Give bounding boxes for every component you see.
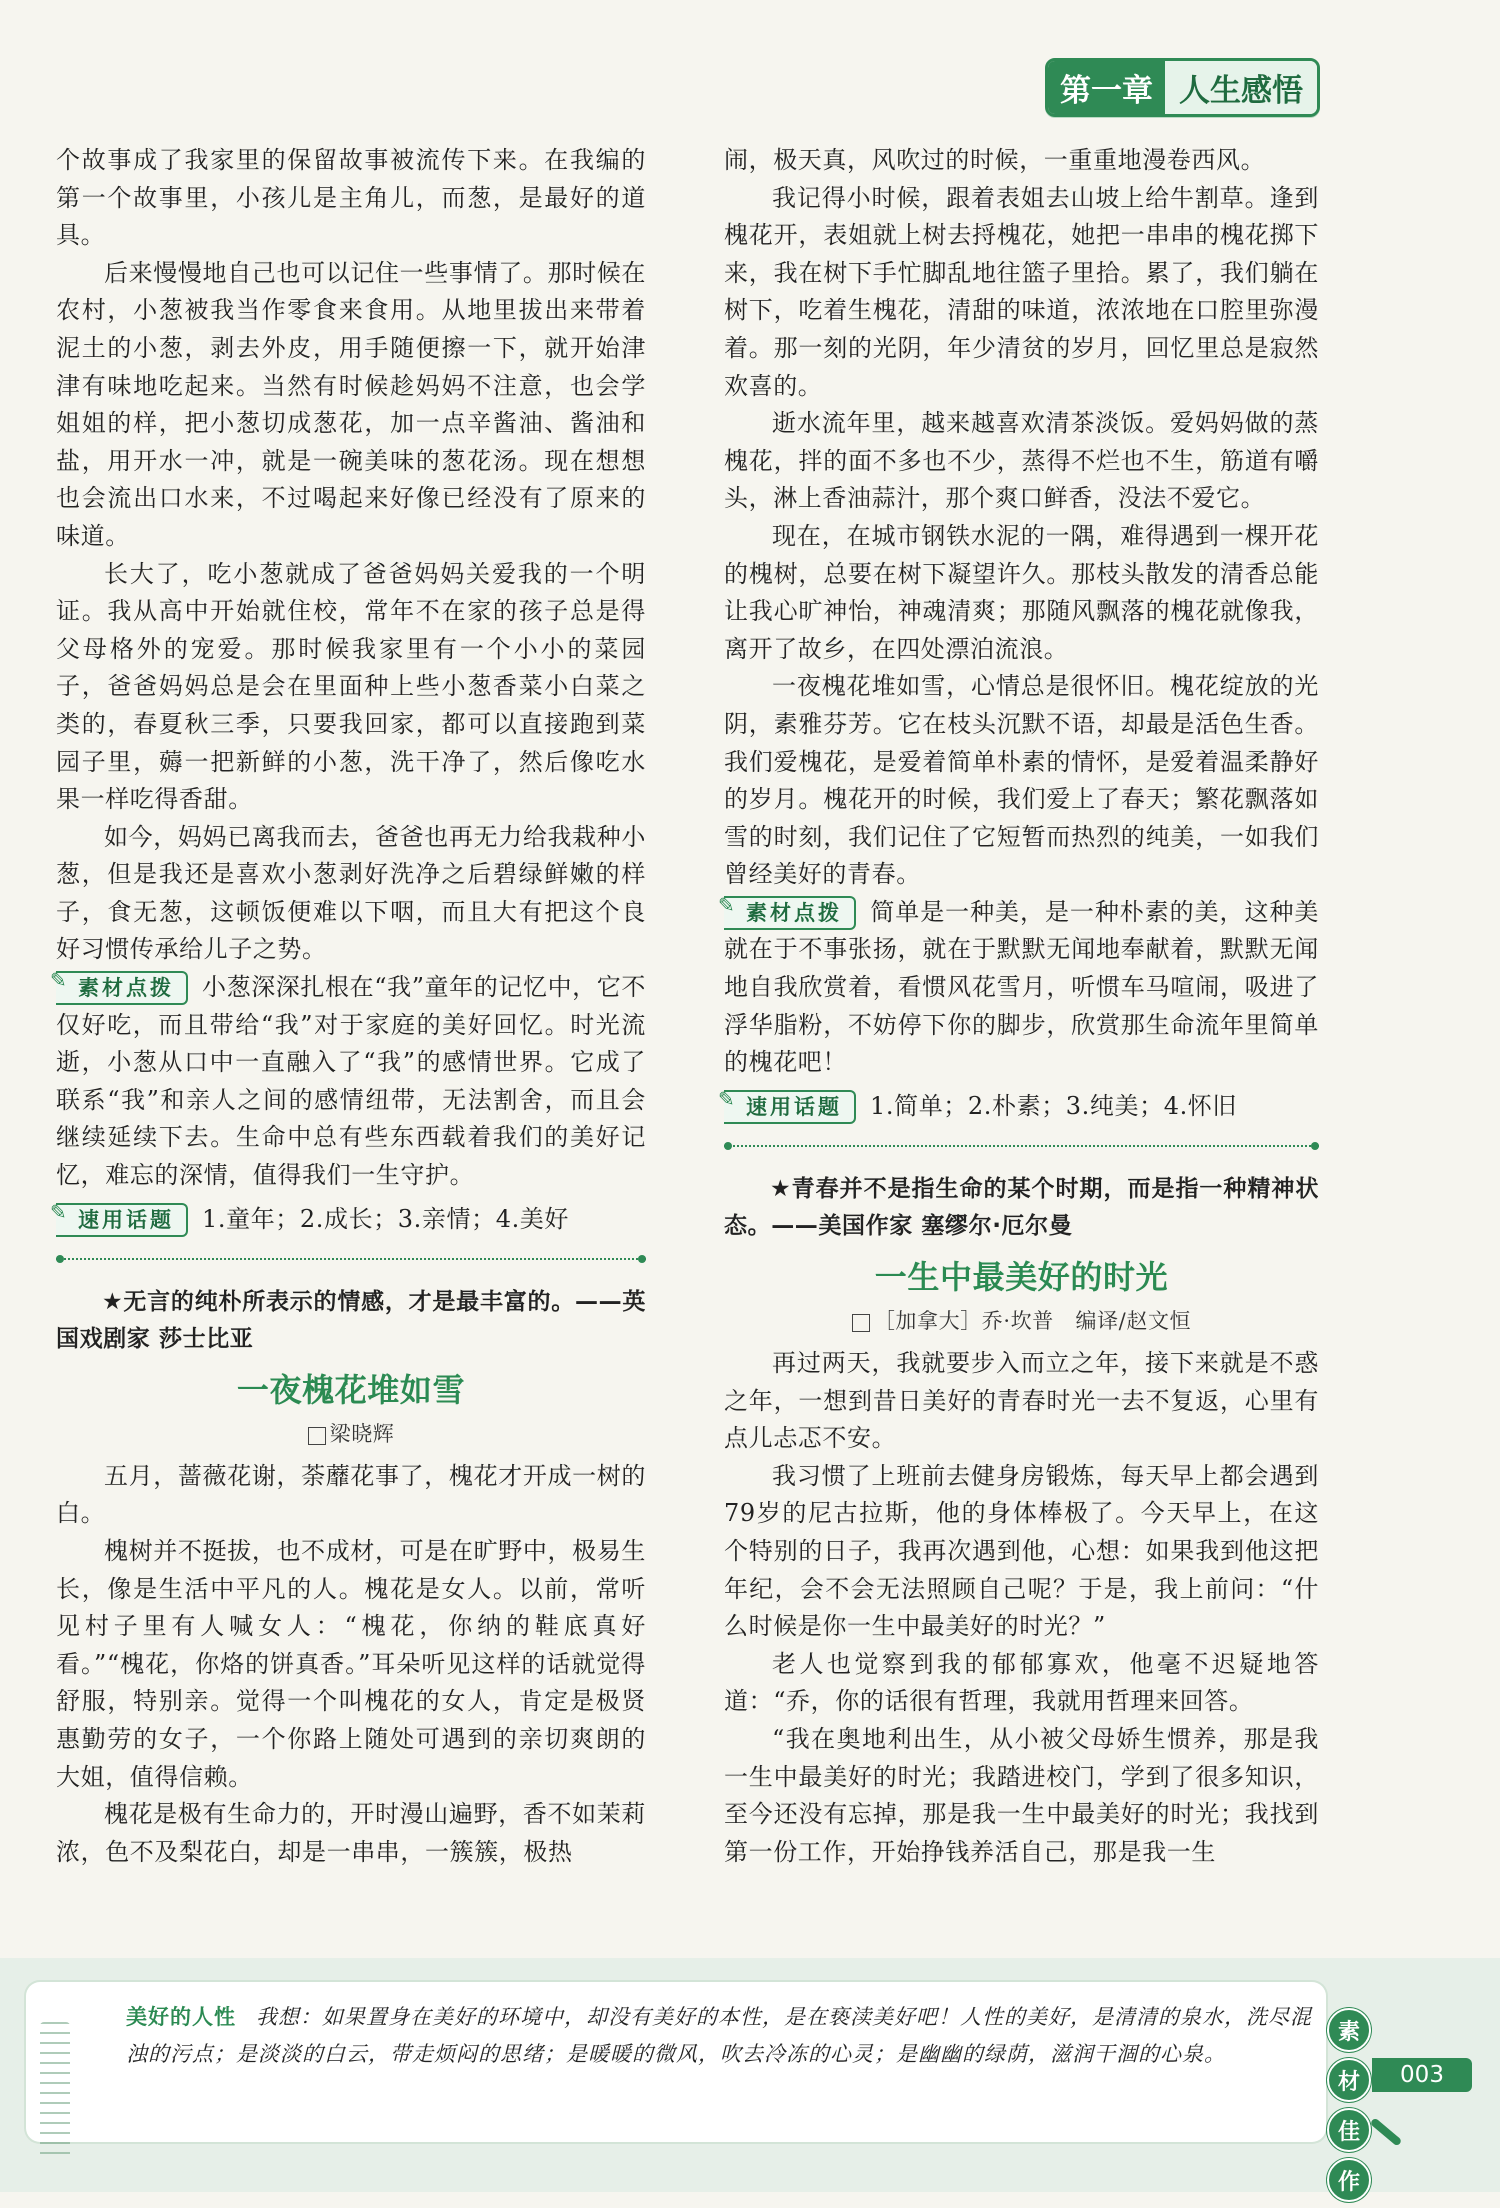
footer-note <box>126 1998 1326 2073</box>
badge-char: 素 <box>1327 2008 1371 2052</box>
paragraph: 槐树并不挺拔，也不成材，可是在旷野中，极易生长，像是生活中平凡的人。槐花是女人。以前，常听见村子里有人喊女人：“槐花，你纳的鞋底真好看。”“槐花，你烙的饼真香。”耳朵听见这样的话就觉得舒服，特别亲。觉得一个叫槐花的女人，肯定是极贤惠勤劳的女子，一个你路上随处可遇到的亲切爽朗的大姐，值得信赖。 <box>56 1537 646 1791</box>
article-title: 一生中最美好的时光 <box>874 1258 1169 1297</box>
footer-band <box>0 1958 1500 2195</box>
epigraph: ★无言的纯朴所表示的情感，才是最丰富的。——英国戏剧家 莎士比亚 <box>56 1289 646 1353</box>
pin-icon: ✎ <box>718 1086 735 1111</box>
paragraph: 逝水流年里，越来越喜欢清茶淡饭。爱妈妈做的蒸槐花，拌的面不多也不少，蒸得不烂也不生，筋道有嚼头，淋上香油蒜汁，那个爽口鲜香，没法不爱它。 <box>724 409 1319 513</box>
section-divider <box>56 1258 646 1260</box>
chapter-topic: 人生感悟 <box>1165 61 1317 114</box>
paragraph: 老人也觉察到我的郁郁寡欢，他毫不迟疑地答道：“乔，你的话很有哲理，我就用哲理来回答。 <box>724 1649 1319 1716</box>
tip-label: ✎ 素材点拨 <box>56 971 188 1005</box>
byline: 梁晓辉 <box>56 1416 646 1454</box>
tip-label: ✎ 速用话题 <box>56 1203 188 1237</box>
material-tip <box>50 968 646 1195</box>
material-tip <box>718 892 1319 1082</box>
byline: ［加拿大］乔·坎普 编译/赵文恒 <box>724 1303 1319 1341</box>
badge-char: 材 <box>1327 2058 1371 2102</box>
author-box-icon <box>852 1314 870 1332</box>
paragraph: “我在奥地利出生，从小被父母娇生惯养，那是我一生中最美好的时光；我踏进校门，学到了很多知识，至今还没有忘掉，那是我一生中最美好的时光；我找到第一份工作，开始挣钱养活自己，那是我一生 <box>724 1724 1319 1866</box>
tip-text: 简单是一种美，是一种朴素的美，这种美就在于不事张扬，就在于默默无闻地奉献着，默默无闻地自我欣赏着，看惯风花雪月，听惯车马喧闹，吸进了浮华脂粉，不妨停下你的脚步，欣赏那生命流年里简单的槐花吧！ <box>724 897 1319 1077</box>
right-column <box>718 142 1319 1871</box>
pin-icon: ✎ <box>718 892 735 917</box>
paragraph: 闹，极天真，风吹过的时候，一重重地漫卷西风。 <box>724 146 1266 174</box>
topic-tip <box>50 1199 646 1239</box>
pin-icon: ✎ <box>50 968 67 993</box>
paragraph: 后来慢慢地自己也可以记住一些事情了。那时候在农村，小葱被我当作零食来食用。从地里拔出来带着泥土的小葱，剥去外皮，用手随便擦一下，就开始津津有味地吃起来。当然有时候趁妈妈不注意，也会学姐姐的样，把小葱切成葱花，加一点辛酱油、酱油和盐，用开水一冲，就是一碗美味的葱花汤。现在想想也会流出口水来，不过喝起来好像已经没有了原来的味道。 <box>56 258 646 550</box>
left-column <box>50 142 646 1871</box>
paragraph: 一夜槐花堆如雪，心情总是很怀旧。槐花绽放的光阴，素雅芬芳。它在枝头沉默不语，却最是活色生香。我们爱槐花，是爱着简单朴素的情怀，是爱着温柔静好的岁月。槐花开的时候，我们爱上了春天；繁花飘落如雪的时刻，我们记住了它短暂而热烈的纯美，一如我们曾经美好的青春。 <box>724 672 1319 889</box>
author-box-icon <box>308 1427 326 1445</box>
epigraph: ★青春并不是指生命的某个时期，而是指一种精神状态。——美国作家 塞缪尔·厄尔曼 <box>724 1176 1319 1240</box>
footer-note-card <box>26 1982 1326 2142</box>
tip-text: 1.童年；2.成长；3.亲情；4.美好 <box>202 1204 569 1233</box>
paragraph: 如今，妈妈已离我而去，爸爸也再无力给我栽种小葱，但是我还是喜欢小葱剥好洗净之后碧绿鲜嫩的样子，食无葱，这顿饭便难以下咽，而且大有把这个良好习惯传承给儿子之势。 <box>56 822 646 964</box>
spiral-binding-icon <box>40 2022 70 2162</box>
paragraph: 五月，蔷薇花谢，荼蘼花事了，槐花才开成一树的白。 <box>56 1461 646 1528</box>
tip-label: ✎ 素材点拨 <box>724 896 856 930</box>
footer-text: 我想：如果置身在美好的环境中，却没有美好的本性，是在亵渎美好吧！人性的美好，是清清的泉水，洗尽混浊的污点；是淡淡的白云，带走烦闷的思绪；是暖暖的微风，吹去冷冻的心灵；是幽幽的绿荫，滋润干涸的心泉。 <box>126 2005 1312 2066</box>
footer-heading: 美好的人性 <box>126 2004 236 2029</box>
badge-char: 作 <box>1327 2158 1371 2202</box>
section-divider <box>724 1145 1319 1147</box>
paragraph: 我记得小时候，跟着表姐去山坡上给牛割草。逢到槐花开，表姐就上树去捋槐花，她把一串串的槐花掷下来，我在树下手忙脚乱地往篮子里拾。累了，我们躺在树下，吃着生槐花，清甜的味道，浓浓地在口腔里弥漫着。那一刻的光阴，年少清贫的岁月，回忆里总是寂然欢喜的。 <box>724 183 1319 400</box>
pin-icon: ✎ <box>50 1199 67 1224</box>
tip-label: ✎ 速用话题 <box>724 1090 856 1124</box>
paragraph: 再过两天，我就要步入而立之年，接下来就是不惑之年，一想到昔日美好的青春时光一去不复返，心里有点儿忐忑不安。 <box>724 1349 1319 1453</box>
paragraph: 现在，在城市钢铁水泥的一隅，难得遇到一棵开花的槐树，总要在树下凝望许久。那枝头散发的清香总能让我心旷神怡，神魂清爽；那随风飘落的槐花就像我，离开了故乡，在四处漂泊流浪。 <box>724 521 1319 663</box>
section-badge <box>1326 2008 1372 2208</box>
paragraph: 我习惯了上班前去健身房锻炼，每天早上都会遇到79岁的尼古拉斯，他的身体棒极了。今天早上，在这个特别的日子，我再次遇到他，心想：如果我到他这把年纪，会不会无法照顾自己呢？于是，我上前问：“什么时候是你一生中最美好的时光？” <box>724 1461 1319 1641</box>
paragraph: 个故事成了我家里的保留故事被流传下来。在我编的第一个故事里，小孩儿是主角儿，而葱，是最好的道具。 <box>56 146 646 250</box>
article-title: 一夜槐花堆如雪 <box>236 1371 466 1410</box>
tip-text: 1.简单；2.朴素；3.纯美；4.怀旧 <box>870 1091 1237 1120</box>
topic-tip <box>718 1086 1319 1126</box>
tip-text: 小葱深深扎根在“我”童年的记忆中，它不仅好吃，而且带给“我”对于家庭的美好回忆。时光流逝，小葱从口中一直融入了“我”的感情世界。它成了联系“我”和亲人之间的感情纽带，无法割舍，而且会继续延续下去。生命中总有些东西载着我们的美好记忆，难忘的深情，值得我们一生守护。 <box>56 973 646 1190</box>
badge-char: 佳 <box>1327 2108 1371 2152</box>
paragraph: 槐花是极有生命力的，开时漫山遍野，香不如茉莉浓，色不及梨花白，却是一串串，一簇簇，极热 <box>56 1800 646 1866</box>
magnifier-handle-icon <box>1370 2117 1403 2146</box>
paragraph: 长大了，吃小葱就成了爸爸妈妈关爱我的一个明证。我从高中开始就住校，常年不在家的孩子总是得父母格外的宠爱。那时候我家里有一个小小的菜园子，爸爸妈妈总是会在里面种上些小葱香菜小白菜之类的，春夏秋三季，只要我回家，都可以直接跑到菜园子里，薅一把新鲜的小葱，洗干净了，然后像吃水果一样吃得香甜。 <box>56 559 646 814</box>
chapter-header <box>1045 58 1320 117</box>
page-number: 003 <box>1372 2058 1472 2092</box>
chapter-label: 第一章 <box>1048 61 1165 114</box>
